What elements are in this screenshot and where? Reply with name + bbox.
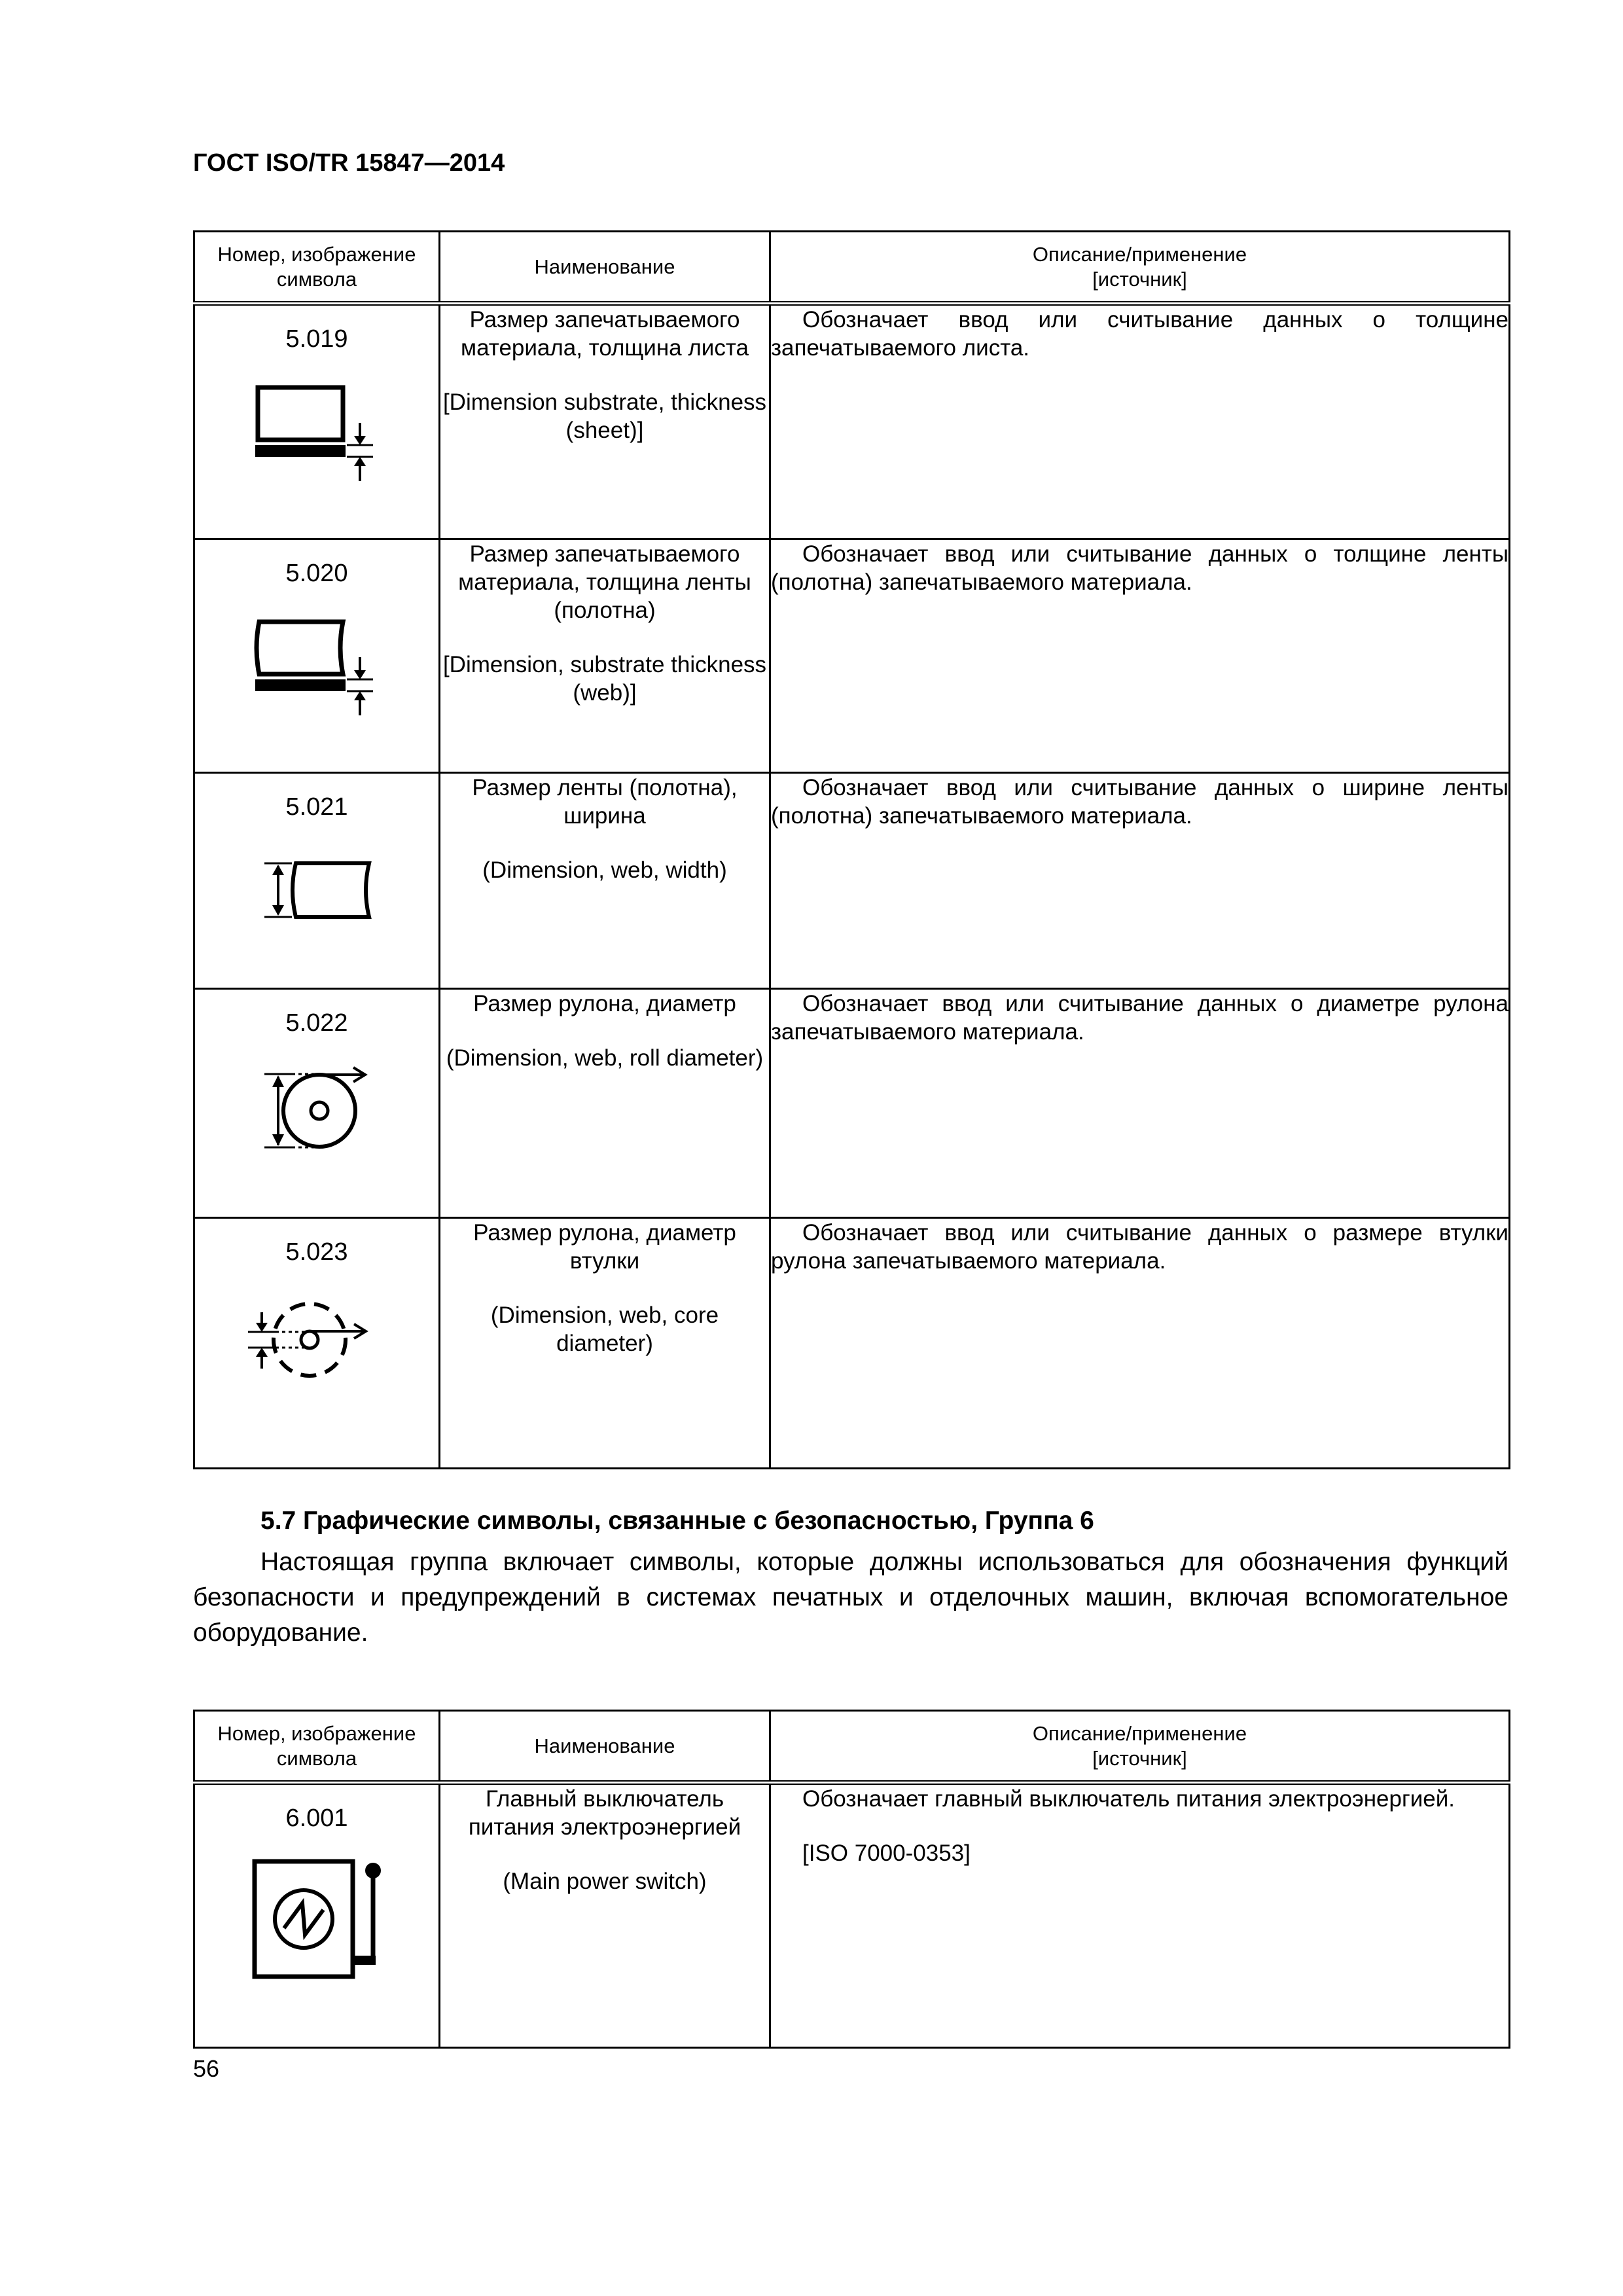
table-header-row: [194, 232, 1510, 304]
name-en: (Dimension, web, roll diameter): [446, 1045, 764, 1071]
name-ru: Главный выключатель питания электроэнергией: [468, 1786, 741, 1840]
name-en: (Main power switch): [503, 1869, 707, 1894]
symbol-number: 5.019: [285, 325, 348, 353]
symbol-cell: [194, 304, 440, 539]
description-cell: [770, 304, 1510, 539]
header-description: Описание/применение [источник]: [770, 1711, 1510, 1783]
description-cell: [770, 773, 1510, 989]
core-diameter-icon: [241, 1293, 392, 1391]
table-row: [194, 1783, 1510, 2048]
description-cell: [770, 539, 1510, 773]
description-text: Обозначает ввод или считывание данных о толщине ленты (полотна) запечатываемого материала.: [771, 541, 1508, 595]
name-ru: Размер рулона, диаметр втулки: [473, 1220, 736, 1274]
name-cell: [440, 304, 770, 539]
header-number-symbol: Номер, изображение символа: [194, 1711, 440, 1783]
source-reference: [ISO 7000-0353]: [802, 1840, 971, 1866]
description-cell: [770, 1783, 1510, 2048]
header-name: Наименование: [440, 232, 770, 304]
name-en: [Dimension, substrate thickness (web)]: [442, 652, 767, 706]
symbol-number: 5.020: [285, 560, 348, 587]
table-row: [194, 1218, 1510, 1469]
description-text: Обозначает ввод или считывание данных о диаметре рулона запечатываемого материала.: [771, 991, 1508, 1045]
symbol-number: 5.023: [285, 1238, 348, 1266]
section-paragraph: Настоящая группа включает символы, которые должны использоваться для обозначения функций безопасности и предупреждений в системах печатных и отделочных машин, включая вспомогательное оборудование.: [193, 1548, 1508, 1647]
name-cell: [440, 989, 770, 1218]
name-en: [Dimension substrate, thickness (sheet)]: [442, 389, 767, 443]
name-en: (Dimension, web, core diameter): [490, 1302, 719, 1356]
symbol-cell: [194, 989, 440, 1218]
description-text: Обозначает ввод или считывание данных о ширине ленты (полотна) запечатываемого материала.: [771, 775, 1508, 829]
symbols-table-group6: [193, 1710, 1510, 2049]
name-ru: Размер ленты (полотна), ширина: [472, 775, 738, 829]
symbol-cell: [194, 539, 440, 773]
name-cell: [440, 1783, 770, 2048]
name-cell: [440, 1218, 770, 1469]
symbol-cell: [194, 773, 440, 989]
description-cell: [770, 989, 1510, 1218]
substrate-sheet-thickness-icon: [251, 380, 382, 491]
name-cell: [440, 539, 770, 773]
description-text: Обозначает ввод или считывание данных о толщине запечатываемого листа.: [771, 307, 1508, 361]
table-row: [194, 773, 1510, 989]
page-number: 56: [193, 2055, 220, 2082]
description-text: Обозначает ввод или считывание данных о размере втулки рулона запечатываемого материала.: [771, 1220, 1508, 1274]
roll-diameter-icon: [251, 1062, 382, 1160]
table-row: [194, 989, 1510, 1218]
name-ru: Размер запечатываемого материала, толщина листа: [461, 307, 749, 361]
name-ru: Размер запечатываемого материала, толщина ленты (полотна): [458, 541, 751, 623]
header-name: Наименование: [440, 1711, 770, 1783]
description-text: Обозначает главный выключатель питания электроэнергией.: [802, 1786, 1455, 1812]
header-number-symbol: Номер, изображение символа: [194, 232, 440, 304]
header-description: Описание/применение [источник]: [770, 232, 1510, 304]
table-row: [194, 304, 1510, 539]
symbol-cell: [194, 1218, 440, 1469]
description-cell: [770, 1218, 1510, 1469]
symbol-number: 6.001: [285, 1804, 348, 1832]
substrate-web-thickness-icon: [251, 614, 382, 725]
table-header-row: [194, 1711, 1510, 1783]
symbol-cell: [194, 1783, 440, 2048]
name-ru: Размер рулона, диаметр: [473, 991, 736, 1016]
symbol-number: 5.022: [285, 1009, 348, 1037]
document-title: ГОСТ ISO/TR 15847—2014: [193, 149, 505, 177]
symbols-table-group5: [193, 230, 1510, 1469]
main-power-switch-icon: [245, 1852, 389, 1983]
name-cell: [440, 773, 770, 989]
section-heading: 5.7 Графические символы, связанные с безопасностью, Группа 6: [260, 1507, 1094, 1535]
symbol-number: 5.021: [285, 793, 348, 821]
web-width-icon: [251, 854, 382, 926]
name-en: (Dimension, web, width): [482, 857, 727, 883]
table-row: [194, 539, 1510, 773]
